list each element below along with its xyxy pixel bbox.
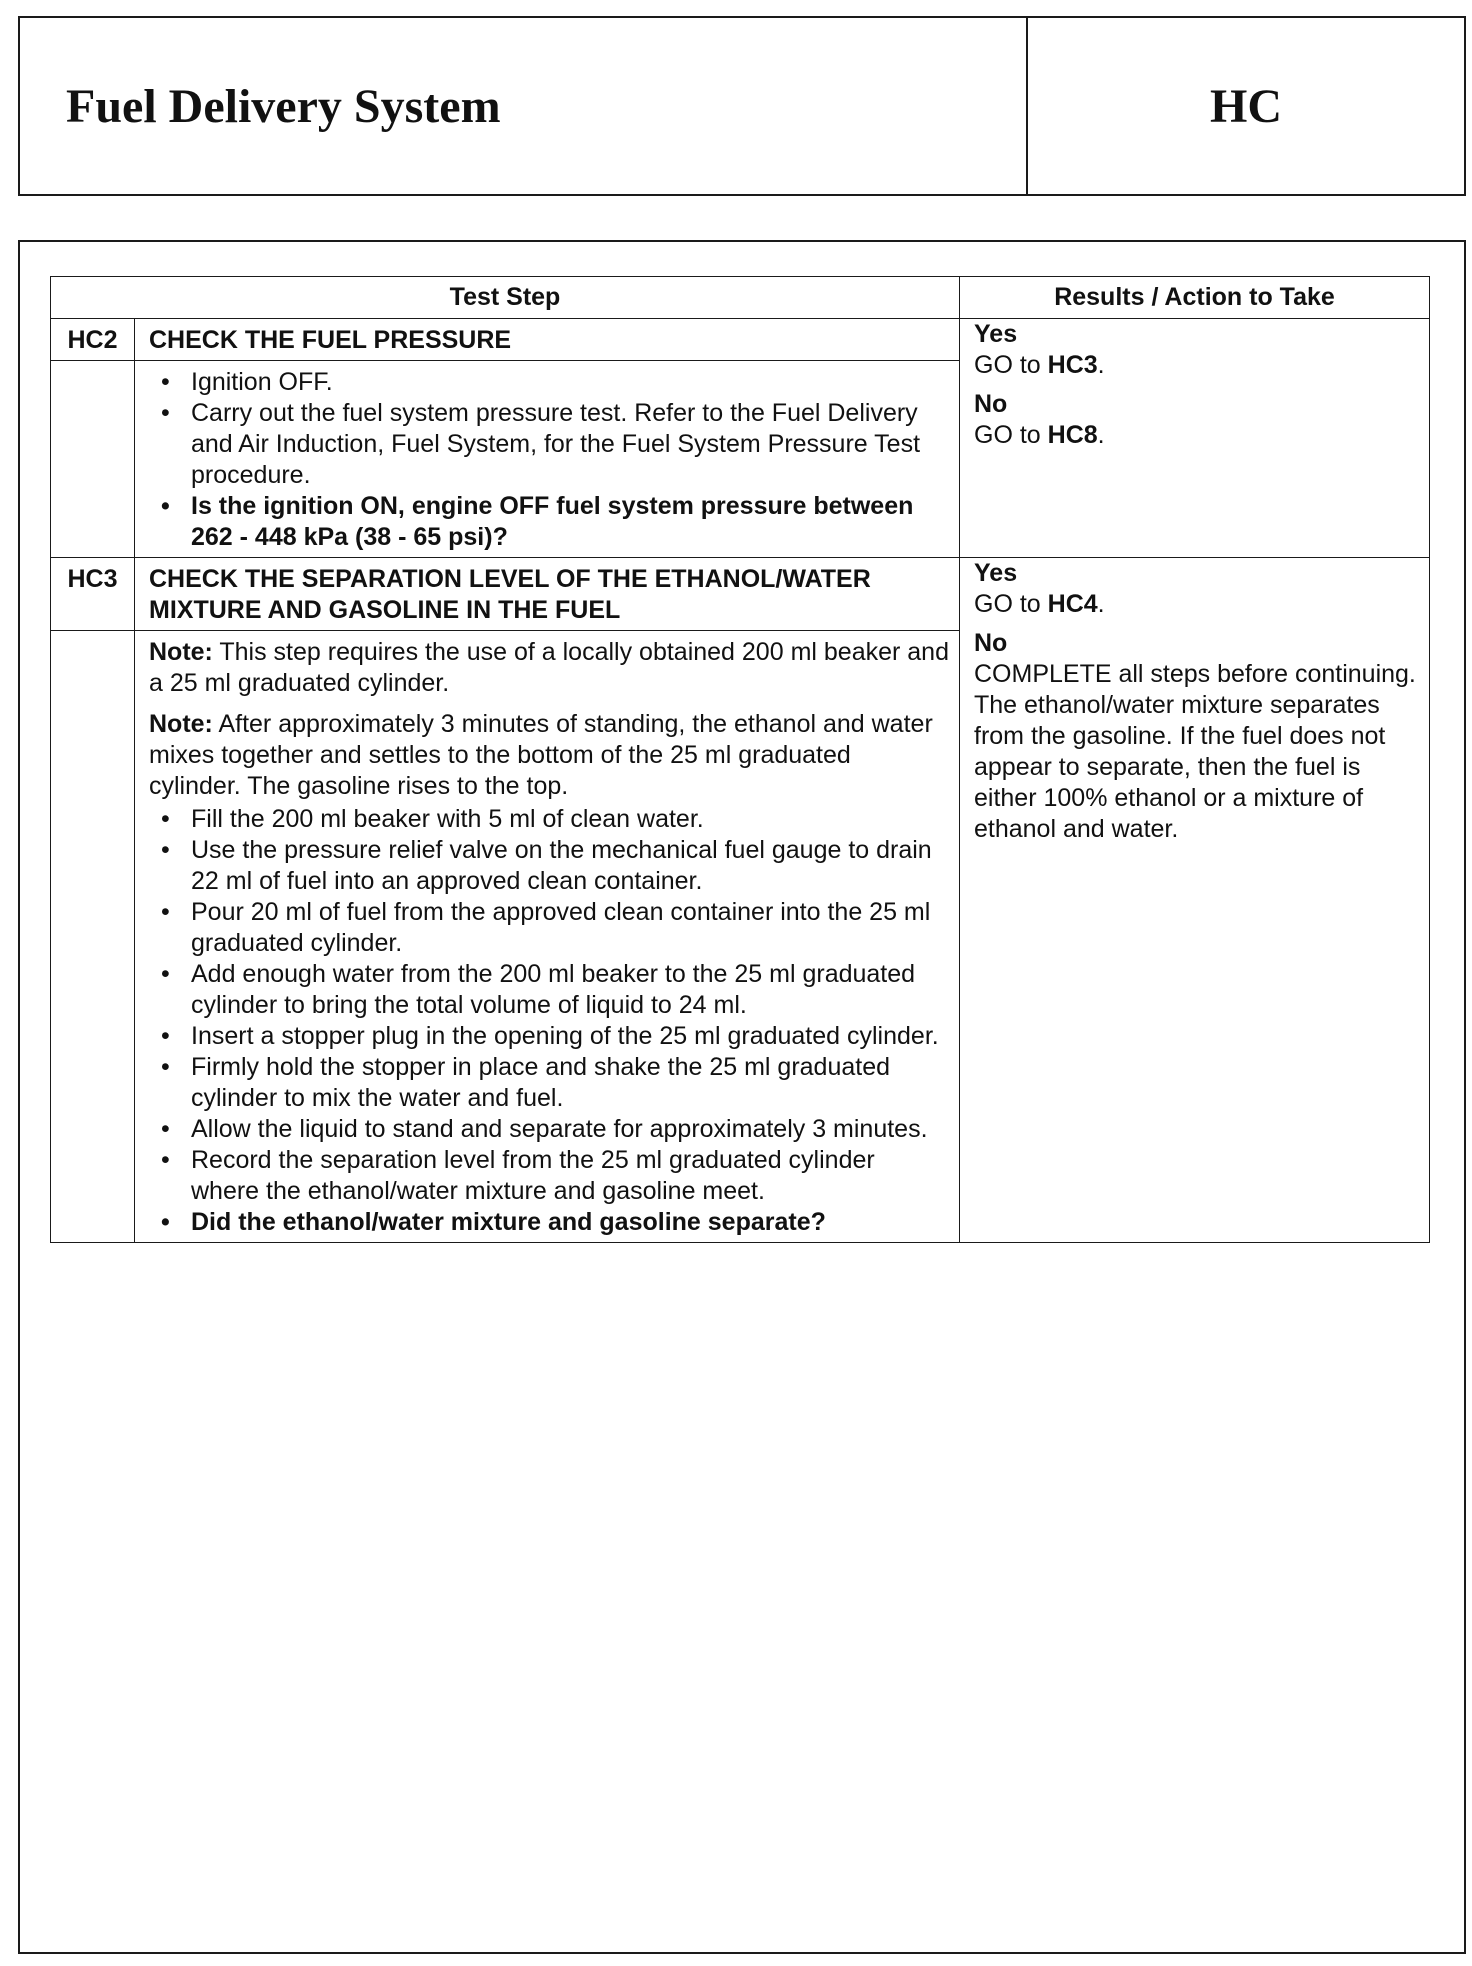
bullet-item: • Fill the 200 ml beaker with 5 ml of clean water. — [149, 804, 949, 835]
no-label: No — [974, 390, 1008, 418]
bullet-item: • Insert a stopper plug in the opening of the 25 ml graduated cylinder. — [149, 1021, 949, 1052]
step-bullets — [149, 804, 949, 1238]
step-title-row — [51, 319, 1430, 361]
step-id: HC3 — [51, 558, 135, 631]
yes-target: HC3 — [1047, 351, 1098, 379]
yes-label: Yes — [974, 559, 1018, 587]
no-action: COMPLETE all steps before continuing. The ethanol/water mixture separates from the gasoline. If the fuel does not appear to separate, then the fuel is either 100% ethanol or a mixture of ethanol and water. — [974, 660, 1416, 843]
step-id: HC2 — [51, 319, 135, 361]
bullet-item: • Carry out the fuel system pressure test. Refer to the Fuel Delivery and Air Induction, Fuel System, for the Fuel System Pressure Test procedure. — [149, 398, 949, 491]
note-text: After approximately 3 minutes of standing, the ethanol and water mixes together and settles to the bottom of the 25 ml graduated cylinder. The gasoline rises to the top. — [149, 710, 933, 800]
yes-action: GO to HC4. — [974, 590, 1105, 618]
bullet-item: • Pour 20 ml of fuel from the approved clean container into the 25 ml graduated cylinder. — [149, 897, 949, 959]
step-result — [960, 319, 1430, 558]
bullet-item: • Allow the liquid to stand and separate for approximately 3 minutes. — [149, 1114, 949, 1145]
step-title: CHECK THE SEPARATION LEVEL OF THE ETHANOL/WATER MIXTURE AND GASOLINE IN THE FUEL — [135, 558, 960, 631]
results-header: Results / Action to Take — [960, 277, 1430, 319]
yes-label: Yes — [974, 320, 1018, 348]
no-action-text: GO to — [974, 421, 1048, 449]
yes-result — [974, 558, 1421, 620]
step-body — [135, 361, 960, 558]
step-question: • Did the ethanol/water mixture and gasoline separate? — [149, 1207, 949, 1238]
bullet-item: • Use the pressure relief valve on the mechanical fuel gauge to drain 22 ml of fuel into an approved clean container. — [149, 835, 949, 897]
bullet-item: • Record the separation level from the 25 ml graduated cylinder where the ethanol/water mixture and gasoline meet. — [149, 1145, 949, 1207]
step-id-blank — [51, 361, 135, 558]
yes-action-text: GO to — [974, 351, 1048, 379]
bullet-item: • Firmly hold the stopper in place and shake the 25 ml graduated cylinder to mix the water and fuel. — [149, 1052, 949, 1114]
page-header — [18, 16, 1466, 196]
note-label: Note: — [149, 638, 213, 666]
section-title: Fuel Delivery System — [20, 18, 1028, 194]
yes-action-text: GO to — [974, 590, 1048, 618]
step-note — [149, 709, 949, 802]
yes-result — [974, 319, 1421, 381]
yes-action: GO to HC3. — [974, 351, 1105, 379]
no-action: GO to HC8. — [974, 421, 1105, 449]
step-question: • Is the ignition ON, engine OFF fuel system pressure between 262 - 448 kPa (38 - 65 psi)? — [149, 491, 949, 553]
step-result — [960, 558, 1430, 1243]
section-code: HC — [1210, 79, 1282, 133]
step-bullets — [149, 367, 949, 553]
no-target: HC8 — [1047, 421, 1098, 449]
step-title-row — [51, 558, 1430, 631]
table-header-row — [51, 277, 1430, 319]
step-title: CHECK THE FUEL PRESSURE — [135, 319, 960, 361]
no-result — [974, 389, 1421, 451]
test-step-header: Test Step — [51, 277, 960, 319]
step-id-blank — [51, 631, 135, 1243]
test-step-table — [50, 276, 1430, 1243]
step-note — [149, 637, 949, 699]
step-body — [135, 631, 960, 1243]
note-text: This step requires the use of a locally obtained 200 ml beaker and a 25 ml graduated cylinder. — [149, 638, 949, 697]
no-label: No — [974, 629, 1008, 657]
bullet-item: • Ignition OFF. — [149, 367, 949, 398]
bullet-item: • Add enough water from the 200 ml beaker to the 25 ml graduated cylinder to bring the total volume of liquid to 24 ml. — [149, 959, 949, 1021]
no-result — [974, 628, 1421, 845]
note-label: Note: — [149, 710, 213, 738]
yes-target: HC4 — [1047, 590, 1098, 618]
